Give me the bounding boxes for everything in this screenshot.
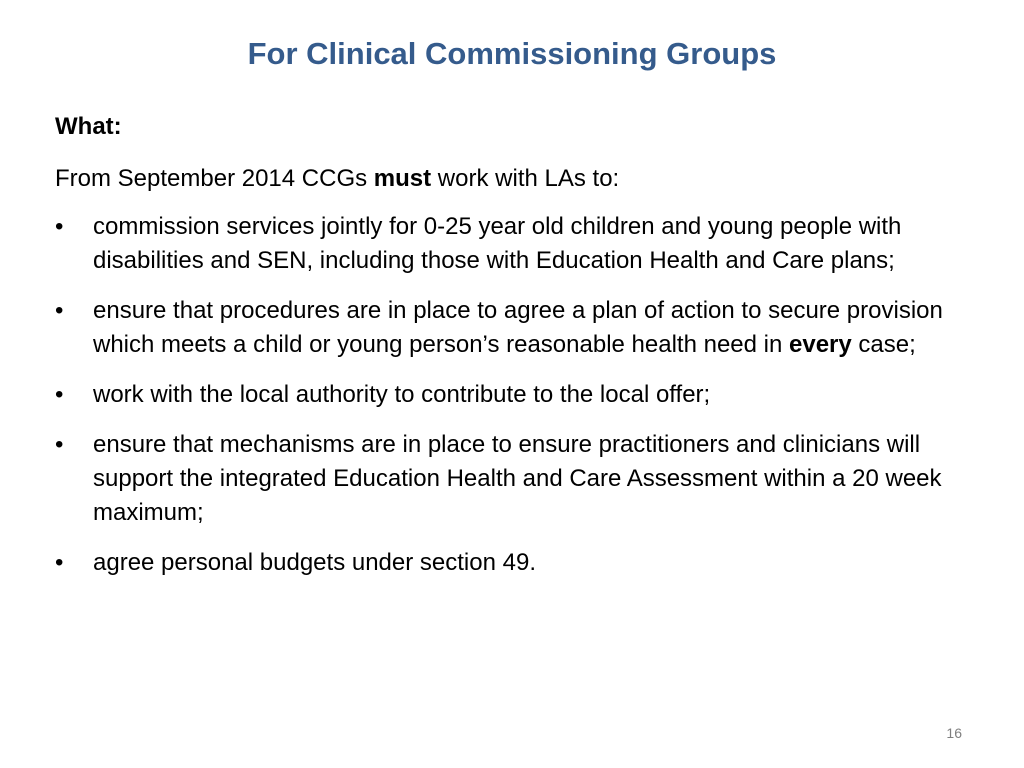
bullet-text-end: case;	[851, 331, 916, 358]
slide-content	[55, 110, 955, 596]
bullet-item	[55, 378, 955, 412]
bullet-text: work with the local authority to contribute to the local offer;	[93, 381, 711, 408]
bullet-text: commission services jointly for 0-25 year old children and young people with disabilities and SEN, including those with Education Health and Care plans;	[93, 213, 902, 274]
intro-text-start: From September 2014 CCGs	[55, 165, 374, 192]
page-number: 16	[946, 725, 962, 741]
bullet-icon: •	[55, 431, 64, 458]
intro-text	[55, 162, 955, 196]
intro-emphasis: must	[373, 165, 432, 192]
bullet-icon: •	[55, 213, 64, 240]
bullet-text: agree personal budgets under section 49.	[93, 549, 536, 576]
bullet-icon: •	[55, 297, 64, 324]
bullet-icon: •	[55, 381, 64, 408]
bullet-item	[55, 210, 955, 278]
bullet-text	[93, 297, 943, 358]
slide-title: For Clinical Commissioning Groups	[247, 36, 777, 71]
section-heading: What:	[55, 113, 122, 140]
bullet-emphasis: every	[789, 331, 852, 358]
bullet-item	[55, 546, 955, 580]
bullet-item	[55, 428, 955, 530]
bullet-list	[55, 210, 955, 580]
bullet-item	[55, 294, 955, 362]
bullet-text: ensure that mechanisms are in place to ensure practitioners and clinicians will support the integrated Education Health and Care Assessment within a 20 week maximum;	[93, 431, 942, 526]
bullet-icon: •	[55, 549, 64, 576]
bullet-text-start: ensure that procedures are in place to agree a plan of action to secure provision which meets a child or young person’s reasonable health need in	[93, 297, 943, 358]
intro-text-end: work with LAs to:	[431, 165, 620, 192]
